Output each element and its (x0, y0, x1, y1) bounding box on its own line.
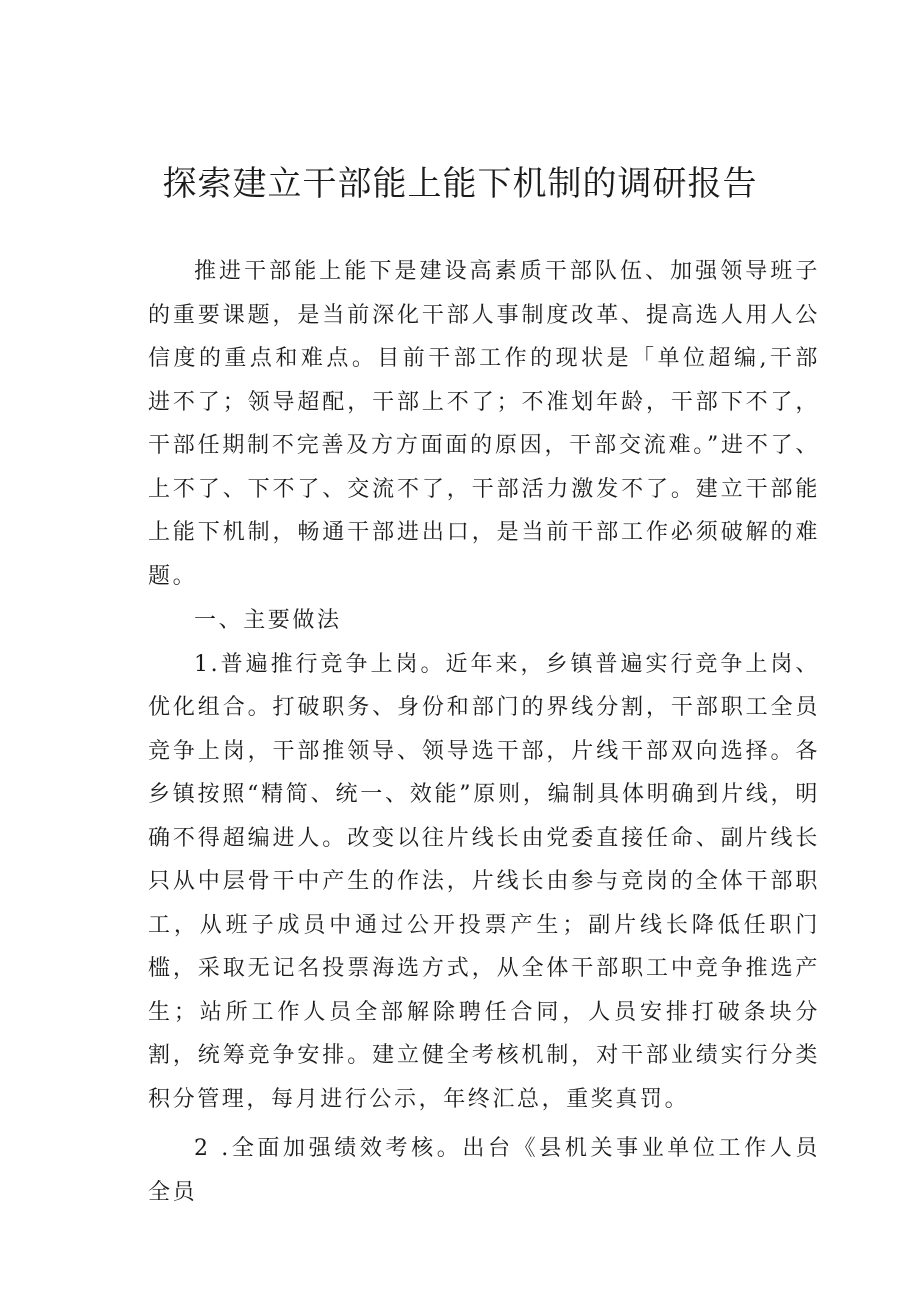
section-heading-main-practices: 一、主要做法 (194, 608, 342, 633)
paragraph-competitive-posting: 1.普遍推行竞争上岗。近年来，乡镇普遍实行竞争上岗、优化组合。打破职务、身份和部门的界线分割，干部职工全员竞争上岗，干部推领导、领导选干部，片线干部双向选择。各乡镇按照“精简、统一、效能”原则，编制具体明确到片线，明确不得超编进人。改变以往片线长由党委直接任命、副片线长只从中层骨干中产生的作法，片线长由参与竞岗的全体干部职工，从班子成员中通过公开投票产生；副片线长降低任职门槛，采取无记名投票海选方式，从全体干部职工中竞争推选产生；站所工作人员全部解除聘任合同，人员安排打破条块分割，统筹竞争安排。建立健全考核机制，对干部业绩实行分类积分管理，每月进行公示，年终汇总，重奖真罚。 (148, 651, 820, 1112)
paragraph-performance-assessment: 2 .全面加强绩效考核。出台《县机关事业单位工作人员全员 (148, 1136, 820, 1205)
paragraph-intro: 推进干部能上能下是建设高素质干部队伍、加强领导班子的重要课题，是当前深化干部人事制度改革、提高选人用人公信度的重点和难点。目前干部工作的现状是「单位超编,干部进不了；领导超配，干部上不了；不准划年龄，干部下不了，干部任期制不完善及方方面面的原因，干部交流难。”进不了、上不了、下不了、交流不了，干部活力激发不了。建立干部能上能下机制，畅通干部进出口，是当前干部工作必须破解的难题。 (148, 259, 820, 589)
document-body (148, 250, 820, 1214)
document-title: 探索建立干部能上能下机制的调研报告 (162, 164, 758, 204)
